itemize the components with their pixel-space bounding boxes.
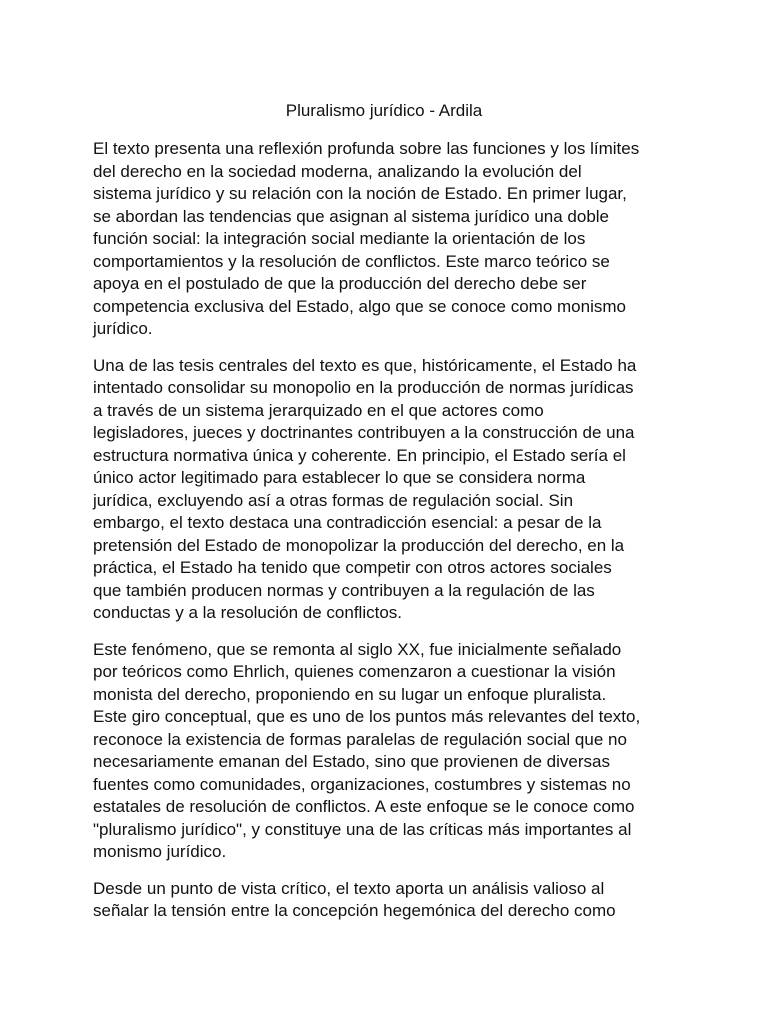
text-line: a través de un sistema jerarquizado en el que actores como [93, 400, 544, 420]
text-line: "pluralismo jurídico", y constituye una de las críticas más importantes al [93, 819, 632, 839]
text-line: conductas y a la resolución de conflictos. [93, 603, 403, 622]
text-line: Desde un punto de vista crítico, el texto aporta un análisis valioso al [93, 878, 605, 898]
text-line: Este fenómeno, que se remonta al siglo XX, fue inicialmente señalado [93, 639, 622, 659]
text-line: monismo jurídico. [93, 842, 227, 861]
text-line: competencia exclusiva del Estado, algo que se conoce como monismo [93, 296, 626, 316]
text-line: Este giro conceptual, que es uno de los puntos más relevantes del texto, [93, 707, 641, 726]
text-line: estatales de resolución de conflictos. A este enfoque se le conoce como [93, 797, 635, 816]
text-line: reconoce la existencia de formas paralelas de regulación social que no [93, 729, 627, 749]
text-line: jurídico. [93, 319, 153, 338]
text-line: legisladores, jueces y doctrinantes contribuyen a la construcción de una [93, 423, 635, 442]
text-line: intentado consolidar su monopolio en la producción de normas jurídicas [93, 378, 634, 397]
text-line: del derecho en la sociedad moderna, analizando la evolución del [93, 161, 582, 181]
text-line: comportamientos y la resolución de conflictos. Este marco teórico se [93, 251, 610, 271]
paragraph-2 [93, 355, 683, 625]
document-title: Pluralismo jurídico - Ardila [285, 101, 483, 120]
paragraph-3 [93, 639, 683, 864]
text-line: Una de las tesis centrales del texto es que, históricamente, el Estado ha [93, 355, 637, 375]
text-line: se abordan las tendencias que asignan al sistema jurídico una doble [93, 206, 610, 226]
text-line: señalar la tensión entre la concepción hegemónica del derecho como [93, 901, 616, 920]
text-line: función social: la integración social mediante la orientación de los [93, 229, 586, 248]
text-line: fuentes como comunidades, organizaciones, costumbres y sistemas no [93, 774, 631, 794]
paragraph-4 [93, 878, 683, 923]
text-line: El texto presenta una reflexión profunda sobre las funciones y los límites [93, 139, 640, 158]
text-line: práctica, el Estado ha tenido que competir con otros actores sociales [93, 558, 612, 577]
text-line: pretensión del Estado de monopolizar la producción del derecho, en la [93, 535, 625, 555]
text-line: por teóricos como Ehrlich, quienes comenzaron a cuestionar la visión [93, 662, 616, 681]
text-line: embargo, el texto destaca una contradicción esencial: a pesar de la [93, 513, 602, 532]
text-line: jurídica, excluyendo así a otras formas de regulación social. Sin [93, 490, 574, 510]
text-line: monista del derecho, proponiendo en su lugar un enfoque pluralista. [93, 684, 607, 704]
text-line: apoya en el postulado de que la producción del derecho debe ser [93, 274, 587, 293]
paragraph-1 [93, 138, 683, 341]
document-body [93, 138, 683, 937]
text-line: estructura normativa única y coherente. En principio, el Estado sería el [93, 445, 626, 465]
text-line: necesariamente emanan del Estado, sino que provienen de diversas [93, 752, 610, 771]
text-line: que también producen normas y contribuyen a la regulación de las [93, 580, 595, 600]
text-line: sistema jurídico y su relación con la noción de Estado. En primer lugar, [93, 184, 627, 203]
text-line: único actor legitimado para establecer lo que se considera norma [93, 468, 586, 487]
